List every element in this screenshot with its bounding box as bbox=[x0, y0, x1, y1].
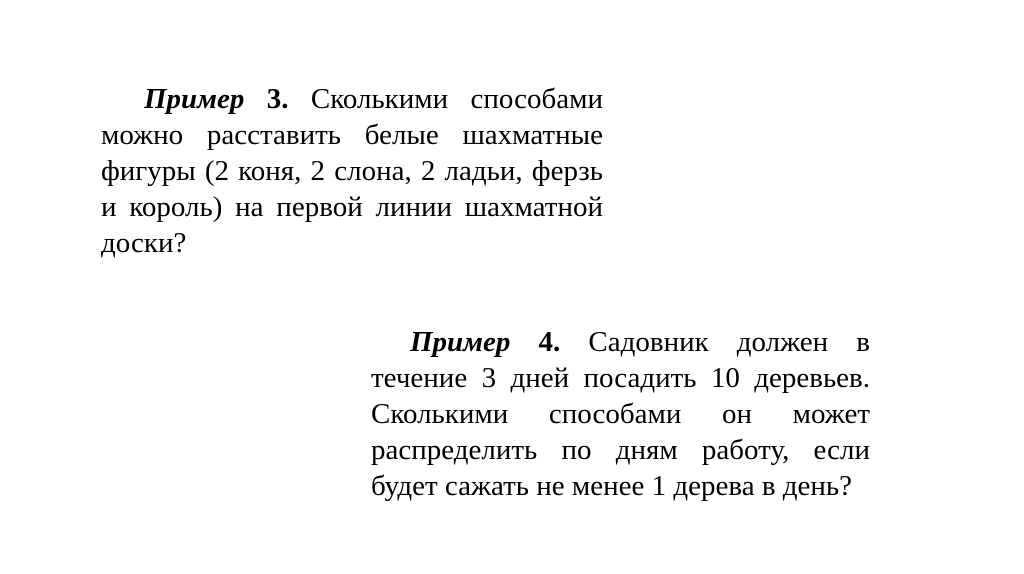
example-4-label-word: Пример bbox=[410, 326, 511, 358]
example-3-paragraph bbox=[101, 81, 603, 261]
example-3-text: Сколькими способами можно расставить белые шахматные фигуры (2 коня, 2 слона, 2 ладьи, ферзь и король) на первой линии шахматной доски? bbox=[101, 83, 603, 259]
example-3-label-word: Пример bbox=[144, 83, 245, 115]
example-4-label-number: 4. bbox=[538, 326, 561, 358]
example-4-paragraph bbox=[371, 324, 870, 504]
example-4-text: Садовник должен в течение 3 дней посадить 10 деревьев. Сколькими способами он может распределить по дням работу, если будет сажать не менее 1 дерева в день? bbox=[371, 326, 870, 502]
example-3-label-number: 3. bbox=[266, 83, 289, 115]
